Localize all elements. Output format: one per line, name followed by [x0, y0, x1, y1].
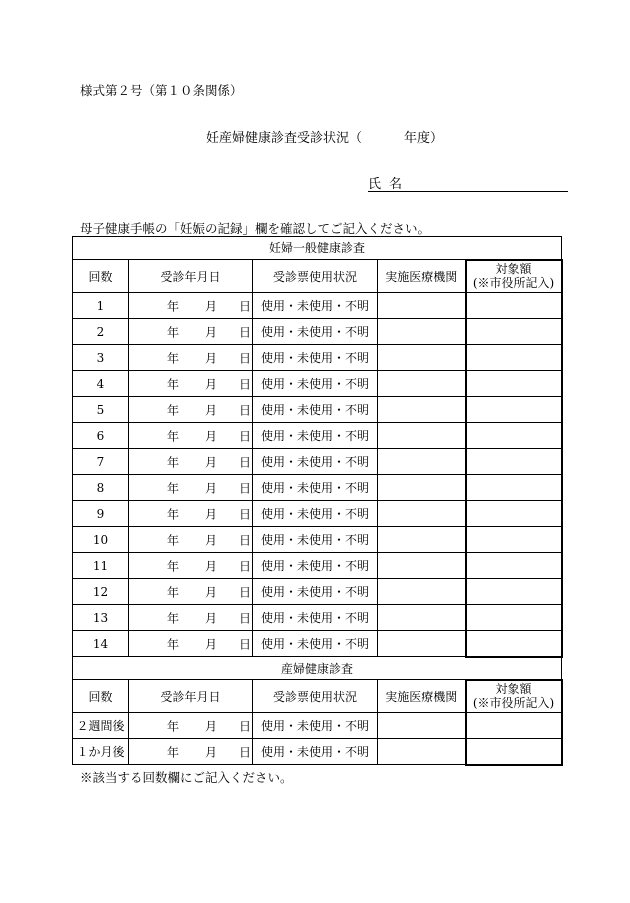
amount-cell[interactable] [466, 579, 562, 605]
date-cell[interactable] [129, 345, 253, 371]
col-amount-line1: 対象額 [495, 682, 532, 697]
usage-cell[interactable]: 使用・未使用・不明 [253, 449, 378, 475]
usage-cell[interactable]: 使用・未使用・不明 [253, 739, 378, 765]
month-unit: 月 [205, 325, 218, 339]
row-count: 14 [73, 631, 129, 657]
row-count: 6 [73, 423, 129, 449]
col-count: 回数 [73, 680, 129, 713]
year-unit: 年 [167, 299, 180, 313]
month-unit: 月 [205, 611, 218, 625]
date-cell[interactable] [129, 319, 253, 345]
day-unit: 日 [239, 325, 252, 339]
title-right: 年度） [404, 131, 444, 146]
date-cell[interactable] [129, 631, 253, 657]
date-cell[interactable] [129, 449, 253, 475]
year-unit: 年 [167, 507, 180, 521]
amount-cell[interactable] [466, 605, 562, 631]
day-unit: 日 [239, 745, 252, 759]
row-count: 12 [73, 579, 129, 605]
col-institution: 実施医療機関 [378, 260, 466, 293]
month-unit: 月 [205, 533, 218, 547]
usage-cell[interactable]: 使用・未使用・不明 [253, 553, 378, 579]
institution-cell[interactable] [378, 605, 466, 631]
col-usage: 受診票使用状況 [253, 680, 378, 713]
institution-cell[interactable] [378, 293, 466, 319]
table-row [73, 371, 562, 397]
date-cell[interactable] [129, 713, 253, 739]
column-header-row [73, 680, 562, 713]
table-row [73, 475, 562, 501]
date-cell[interactable] [129, 501, 253, 527]
table-row [73, 293, 562, 319]
amount-cell[interactable] [466, 371, 562, 397]
day-unit: 日 [239, 429, 252, 443]
usage-cell[interactable]: 使用・未使用・不明 [253, 319, 378, 345]
col-amount-line2: (※市役所記入) [472, 276, 555, 291]
col-date: 受診年月日 [129, 260, 253, 293]
institution-cell[interactable] [378, 501, 466, 527]
month-unit: 月 [205, 585, 218, 599]
institution-cell[interactable] [378, 553, 466, 579]
row-count: 11 [73, 553, 129, 579]
institution-cell[interactable] [378, 345, 466, 371]
institution-cell[interactable] [378, 631, 466, 657]
row-count: 1 [73, 293, 129, 319]
amount-cell[interactable] [466, 527, 562, 553]
amount-cell[interactable] [466, 345, 562, 371]
row-count: 9 [73, 501, 129, 527]
form-title [206, 127, 443, 146]
date-cell[interactable] [129, 371, 253, 397]
table-row [73, 605, 562, 631]
row-count: 5 [73, 397, 129, 423]
date-cell[interactable] [129, 397, 253, 423]
day-unit: 日 [239, 481, 252, 495]
col-amount [466, 680, 562, 713]
table-row [73, 397, 562, 423]
row-count: 13 [73, 605, 129, 631]
month-unit: 月 [205, 745, 218, 759]
year-unit: 年 [167, 403, 180, 417]
row-count: 10 [73, 527, 129, 553]
year-unit: 年 [167, 533, 180, 547]
day-unit: 日 [239, 559, 252, 573]
year-unit: 年 [167, 719, 180, 733]
col-count: 回数 [73, 260, 129, 293]
form-number: 様式第２号（第１０条関係） [80, 83, 243, 98]
usage-cell[interactable]: 使用・未使用・不明 [253, 605, 378, 631]
table-row [73, 631, 562, 657]
table-row [73, 501, 562, 527]
date-cell[interactable] [129, 739, 253, 765]
usage-cell[interactable]: 使用・未使用・不明 [253, 631, 378, 657]
col-institution: 実施医療機関 [378, 680, 466, 713]
day-unit: 日 [239, 611, 252, 625]
day-unit: 日 [239, 585, 252, 599]
usage-cell[interactable]: 使用・未使用・不明 [253, 345, 378, 371]
amount-cell[interactable] [466, 475, 562, 501]
month-unit: 月 [205, 377, 218, 391]
table-row [73, 553, 562, 579]
name-field[interactable] [368, 173, 410, 192]
year-unit: 年 [167, 351, 180, 365]
day-unit: 日 [239, 719, 252, 733]
date-cell[interactable] [129, 527, 253, 553]
year-unit: 年 [167, 325, 180, 339]
section-title: 産婦健康診査 [73, 657, 562, 680]
row-count: 4 [73, 371, 129, 397]
amount-cell[interactable] [466, 553, 562, 579]
col-date: 受診年月日 [129, 680, 253, 713]
day-unit: 日 [239, 299, 252, 313]
col-usage: 受診票使用状況 [253, 260, 378, 293]
day-unit: 日 [239, 637, 252, 651]
day-unit: 日 [239, 507, 252, 521]
institution-cell[interactable] [378, 739, 466, 765]
row-count: 3 [73, 345, 129, 371]
title-left: 妊産婦健康診査受診状況（ [206, 131, 363, 146]
month-unit: 月 [205, 429, 218, 443]
amount-cell[interactable] [466, 293, 562, 319]
day-unit: 日 [239, 533, 252, 547]
section-title: 妊婦一般健康診査 [73, 237, 562, 260]
row-count: １か月後 [73, 739, 129, 765]
month-unit: 月 [205, 455, 218, 469]
amount-cell[interactable] [466, 319, 562, 345]
institution-cell[interactable] [378, 319, 466, 345]
year-unit: 年 [167, 559, 180, 573]
institution-cell[interactable] [378, 527, 466, 553]
month-unit: 月 [205, 719, 218, 733]
institution-cell[interactable] [378, 475, 466, 501]
row-count: 7 [73, 449, 129, 475]
amount-cell[interactable] [466, 713, 562, 739]
usage-cell[interactable]: 使用・未使用・不明 [253, 713, 378, 739]
date-cell[interactable] [129, 423, 253, 449]
table-row [73, 527, 562, 553]
date-cell[interactable] [129, 605, 253, 631]
usage-cell[interactable]: 使用・未使用・不明 [253, 501, 378, 527]
col-amount-line1: 対象額 [495, 262, 532, 277]
amount-cell[interactable] [466, 631, 562, 657]
day-unit: 日 [239, 455, 252, 469]
year-unit: 年 [167, 481, 180, 495]
institution-cell[interactable] [378, 713, 466, 739]
amount-cell[interactable] [466, 501, 562, 527]
month-unit: 月 [205, 559, 218, 573]
usage-cell[interactable]: 使用・未使用・不明 [253, 397, 378, 423]
date-cell[interactable] [129, 553, 253, 579]
date-cell[interactable] [129, 475, 253, 501]
year-unit: 年 [167, 377, 180, 391]
date-cell[interactable] [129, 293, 253, 319]
day-unit: 日 [239, 377, 252, 391]
month-unit: 月 [205, 637, 218, 651]
institution-cell[interactable] [378, 449, 466, 475]
section-header-row [73, 657, 562, 680]
name-label: 氏名 [368, 177, 411, 192]
month-unit: 月 [205, 507, 218, 521]
institution-cell[interactable] [378, 397, 466, 423]
table-row [73, 739, 562, 765]
table-row [73, 449, 562, 475]
instruction-text: 母子健康手帳の「妊娠の記録」欄を確認してご記入ください。 [80, 221, 431, 236]
amount-cell[interactable] [466, 449, 562, 475]
day-unit: 日 [239, 351, 252, 365]
checkup-table [72, 236, 563, 766]
month-unit: 月 [205, 351, 218, 365]
year-unit: 年 [167, 429, 180, 443]
year-unit: 年 [167, 455, 180, 469]
date-cell[interactable] [129, 579, 253, 605]
usage-cell[interactable]: 使用・未使用・不明 [253, 475, 378, 501]
month-unit: 月 [205, 481, 218, 495]
usage-cell[interactable]: 使用・未使用・不明 [253, 527, 378, 553]
row-count: 8 [73, 475, 129, 501]
name-underline [368, 191, 568, 192]
day-unit: 日 [239, 403, 252, 417]
institution-cell[interactable] [378, 423, 466, 449]
year-unit: 年 [167, 637, 180, 651]
usage-cell[interactable]: 使用・未使用・不明 [253, 371, 378, 397]
usage-cell[interactable]: 使用・未使用・不明 [253, 579, 378, 605]
table-row [73, 319, 562, 345]
column-header-row [73, 260, 562, 293]
row-count: ２週間後 [73, 713, 129, 739]
col-amount-line2: (※市役所記入) [472, 696, 555, 711]
amount-cell[interactable] [466, 397, 562, 423]
amount-cell[interactable] [466, 739, 562, 765]
section-header-row [73, 237, 562, 260]
table-row [73, 579, 562, 605]
row-count: 2 [73, 319, 129, 345]
month-unit: 月 [205, 403, 218, 417]
amount-cell[interactable] [466, 423, 562, 449]
year-unit: 年 [167, 745, 180, 759]
usage-cell[interactable]: 使用・未使用・不明 [253, 423, 378, 449]
table-row [73, 713, 562, 739]
col-amount [466, 260, 562, 293]
table-row [73, 423, 562, 449]
institution-cell[interactable] [378, 371, 466, 397]
month-unit: 月 [205, 299, 218, 313]
year-unit: 年 [167, 585, 180, 599]
table-row [73, 345, 562, 371]
footnote: ※該当する回数欄にご記入ください。 [80, 770, 293, 785]
year-unit: 年 [167, 611, 180, 625]
usage-cell[interactable]: 使用・未使用・不明 [253, 293, 378, 319]
institution-cell[interactable] [378, 579, 466, 605]
